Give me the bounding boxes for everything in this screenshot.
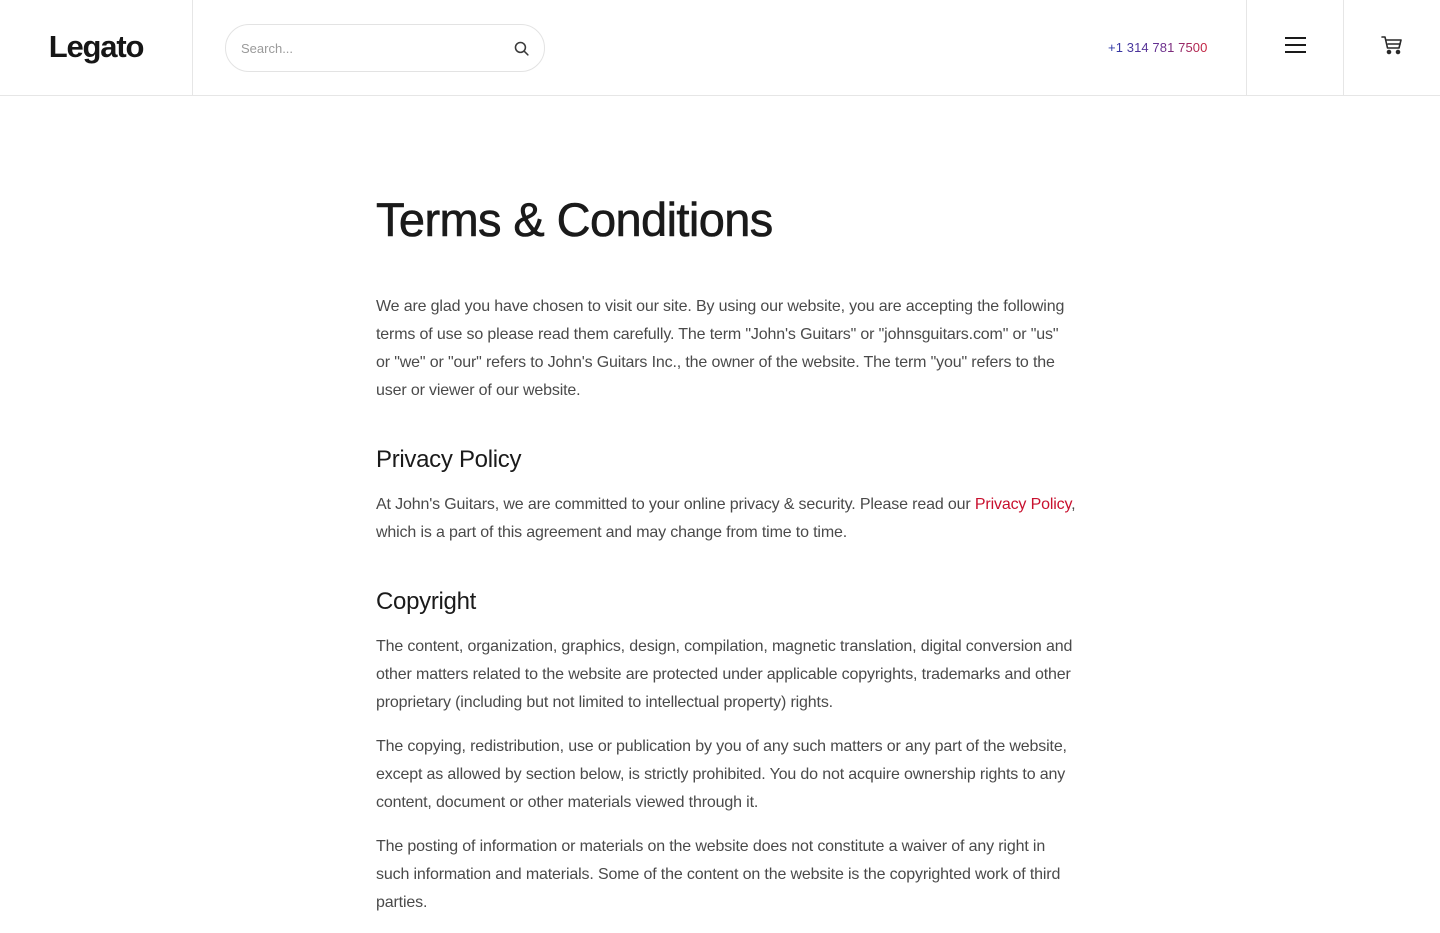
search-input[interactable] bbox=[241, 25, 512, 71]
shopping-cart-icon bbox=[1381, 35, 1403, 60]
section-copyright bbox=[376, 587, 1076, 917]
cart-button[interactable] bbox=[1343, 0, 1440, 95]
page-title: Terms & Conditions bbox=[376, 193, 773, 246]
section-privacy-policy bbox=[376, 445, 1076, 547]
privacy-text-after: , which is a part of this agreement and may change from time to time. bbox=[376, 496, 1076, 541]
site-header bbox=[0, 0, 1440, 96]
copyright-paragraph: The content, organization, graphics, design, compilation, magnetic translation, digital conversion and other matters related to the website are protected under applicable copyrights, trademarks and other proprietary (including but not limited to intellectual property) rights. bbox=[376, 638, 1073, 711]
search-bar bbox=[225, 24, 545, 72]
privacy-policy-link[interactable]: Privacy Policy bbox=[974, 496, 1072, 513]
privacy-paragraph bbox=[376, 491, 1076, 547]
privacy-text-before: At John's Guitars, we are committed to your online privacy & security. Please read our bbox=[376, 496, 975, 513]
menu-button[interactable] bbox=[1246, 0, 1344, 95]
section-heading: Privacy Policy bbox=[376, 446, 522, 473]
search-icon[interactable] bbox=[512, 39, 530, 57]
hamburger-menu-icon bbox=[1285, 36, 1307, 59]
phone-link[interactable]: +1 314 781 7500 bbox=[1108, 40, 1208, 55]
logo-link[interactable]: Legato bbox=[48, 28, 144, 64]
section-heading: Copyright bbox=[376, 588, 477, 615]
main-content bbox=[376, 96, 1076, 933]
copyright-paragraph: The copying, redistribution, use or publication by you of any such matters or any part of the website, except as allowed by section below, is strictly prohibited. You do not acquire ownership rights to any content, document or other materials viewed through it. bbox=[376, 738, 1067, 811]
logo-cell bbox=[0, 0, 193, 95]
intro-paragraph: We are glad you have chosen to visit our site. By using our website, you are accepting the following terms of use so please read them carefully. The term "John's Guitars" or "johnsguitars.com" or "us" or "we" or "our" refers to John's Guitars Inc., the owner of the website. The term "you" refers to the user or viewer of our website. bbox=[376, 298, 1065, 399]
copyright-paragraph: The posting of information or materials on the website does not constitute a waiver of any right in such information and materials. Some of the content on the website is the copyrighted work of third parties. bbox=[376, 838, 1061, 911]
